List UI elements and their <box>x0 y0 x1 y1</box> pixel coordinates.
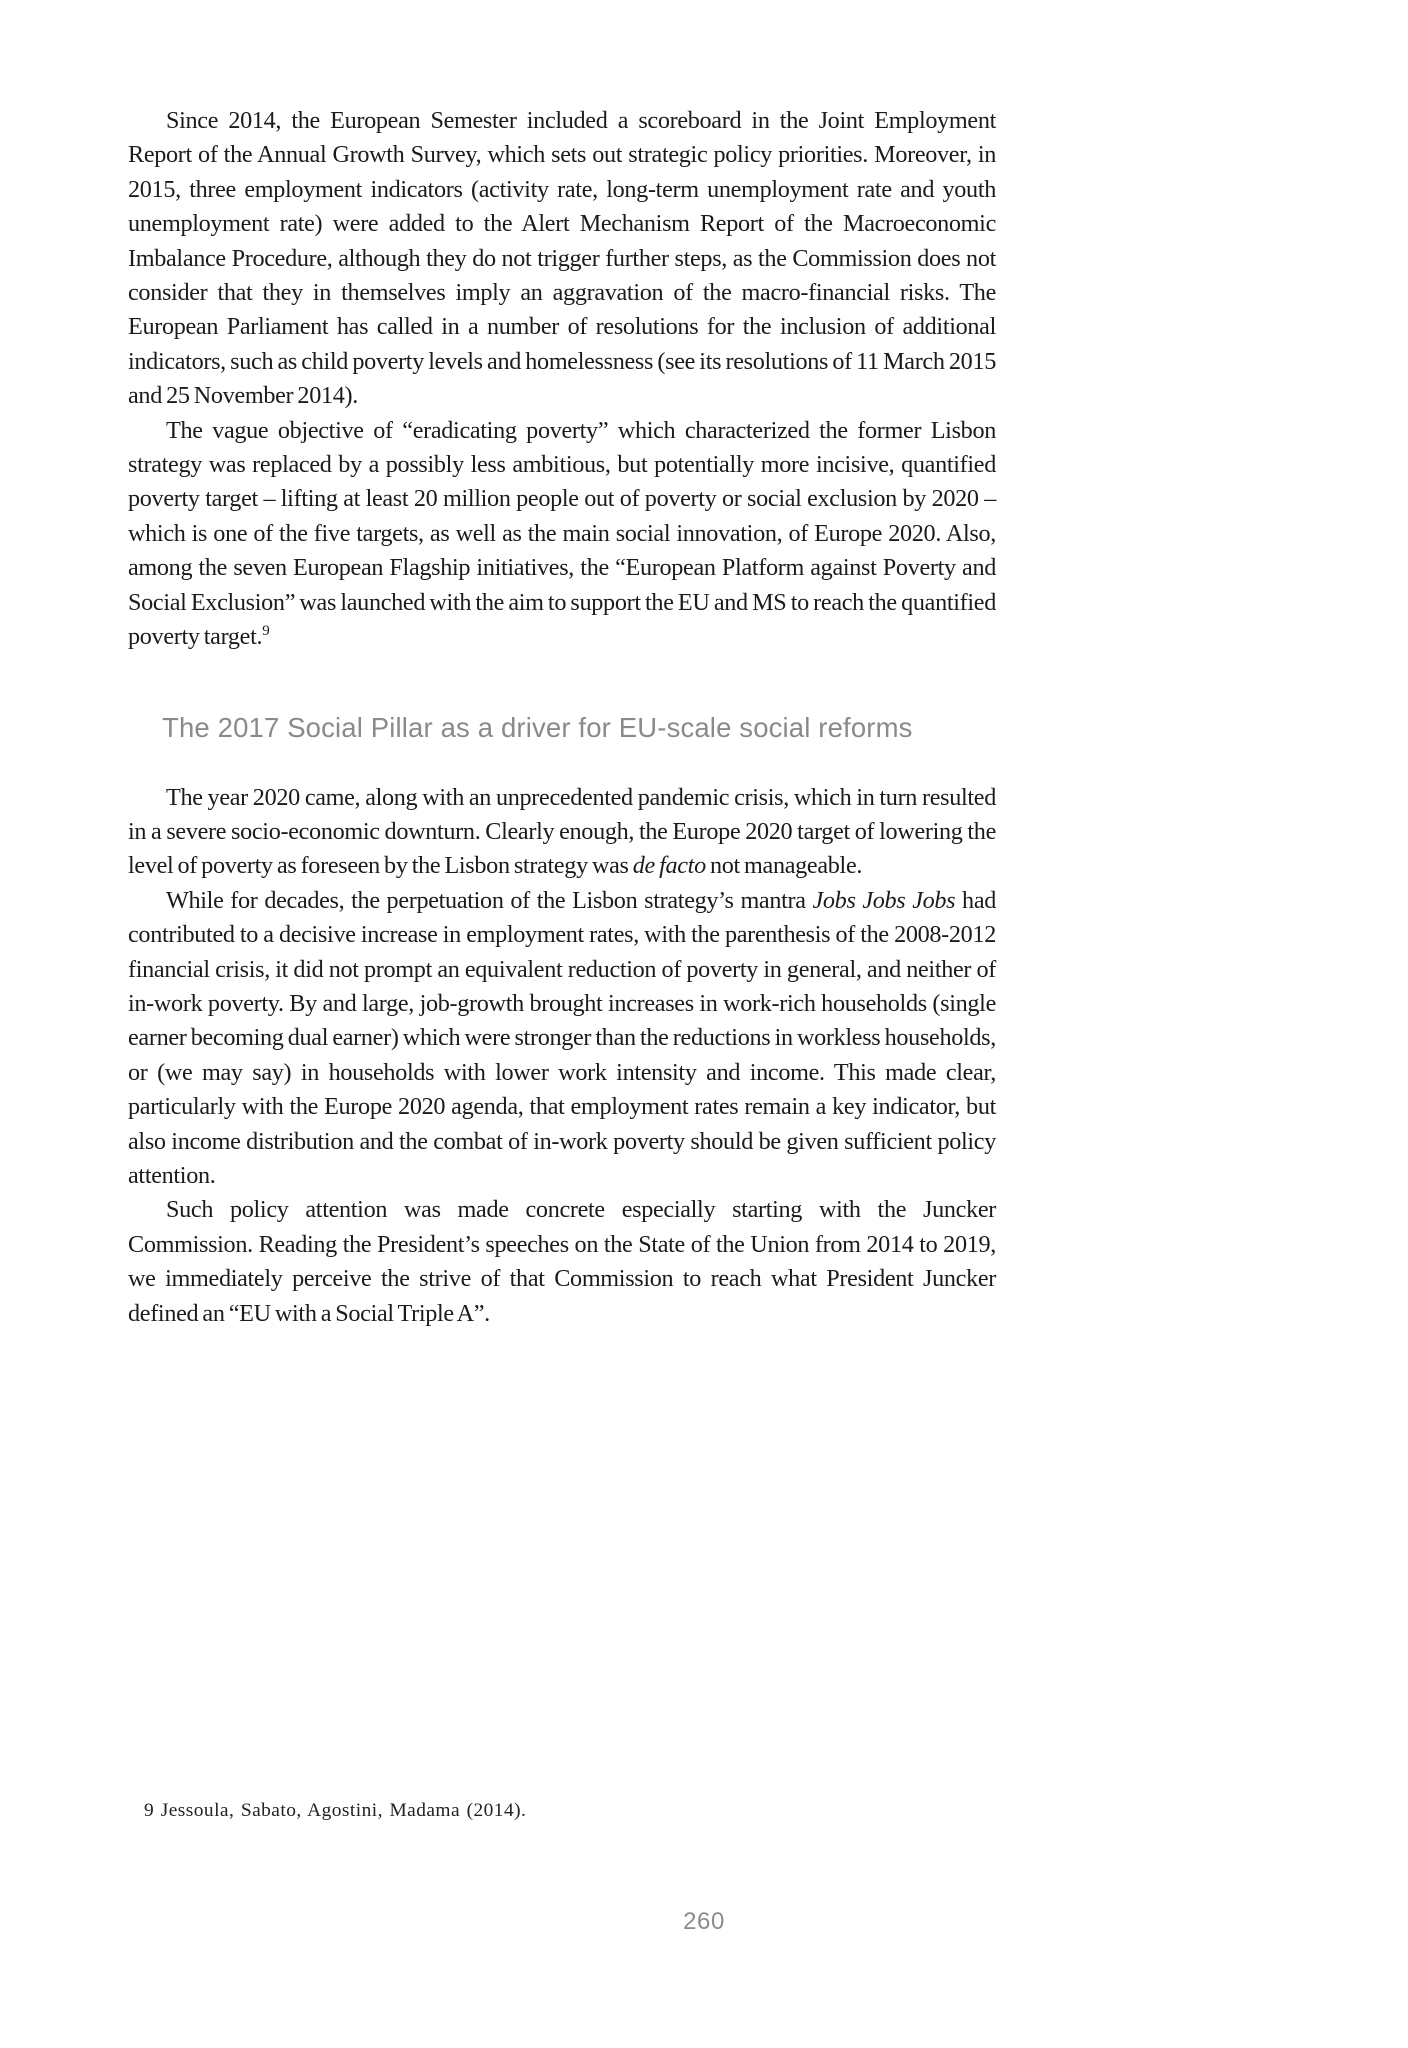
paragraph-lisbon-strategy-mantra <box>128 884 996 1194</box>
paragraph-3-text-b: not manageable. <box>705 852 863 880</box>
paragraph-4-italic-jobs-jobs-jobs: Jobs Jobs Jobs <box>812 886 956 914</box>
paragraph-3-italic-de-facto: de facto <box>632 852 706 880</box>
paragraph-juncker-commission-social-triple-a: Such policy attention was made concrete especially starting with the Juncker Commission. Reading the President’s speeches on the State of the Union from 2014 to 2019, we immediately perceive the strive of that Commission to reach what President Juncker defined an “EU with a Social Triple A”. <box>128 1196 996 1327</box>
paragraph-3-text-a: The year 2020 came, along with an unprecedented pandemic crisis, which in turn resulted in a severe socio-economic downturn. Clearly enough, the Europe 2020 target of lowering the level of poverty as foreseen by the Lisbon strategy was <box>128 783 996 880</box>
paragraph-european-semester-scoreboard: Since 2014, the European Semester included a scoreboard in the Joint Employment Report of the Annual Growth Survey, which sets out strategic policy priorities. Moreover, in 2015, three employment indicators (activity rate, long-term unemployment rate and youth unemployment rate) were added to the Alert Mechanism Report of the Macroeconomic Imbalance Procedure, although they do not trigger further steps, as the Commission does not consider that they in themselves imply an aggravation of the macro-financial risks. The European Parliament has called in a number of resolutions for the inclusion of additional indicators, such as child poverty levels and homelessness (see its resolutions of 11 March 2015 and 25 November 2014). <box>128 107 996 410</box>
section-heading-2017-social-pillar: The 2017 Social Pillar as a driver for EU-scale social reforms <box>162 711 913 743</box>
page-number: 260 <box>683 1908 725 1935</box>
footnote-reference-9[interactable]: 9 <box>262 623 270 640</box>
paragraph-year-2020-pandemic <box>128 781 996 884</box>
footnote-9-jessoula: 9 Jessoula, Sabato, Agostini, Madama (2014). <box>144 1800 527 1821</box>
paragraph-4-text-b: had contributed to a decisive increase in employment rates, with the parenthesis of the 2008-2012 financial crisis, it did not prompt an equivalent reduction of poverty in general, and neither of in-work poverty. By and large, job-growth brought increases in work-rich households (single earner becoming dual earner) which were stronger than the reductions in workless households, or (we may say) in households with lower work intensity and income. This made clear, particularly with the Europe 2020 agenda, that employment rates remain a key indicator, but also income distribution and the combat of in-work poverty should be given sufficient policy attention. <box>128 886 997 1189</box>
section-heading-block <box>128 711 996 745</box>
footnote-area <box>128 1798 996 1824</box>
paragraph-2-text: The vague objective of “eradicating poverty” which characterized the former Lisbon strategy was replaced by a possibly less ambitious, but potentially more incisive, quantified poverty target – lifting at least 20 million people out of poverty or social exclusion by 2020 – which is one of the five targets, as well as the main social innovation, of Europe 2020. Also, among the seven European Flagship initiatives, the “European Platform against Poverty and Social Exclusion” was launched with the aim to support the EU and MS to reach the quantified poverty target. <box>128 416 996 651</box>
page-content-column <box>128 104 996 1331</box>
paragraph-vague-objective-eradicating-poverty <box>128 414 996 655</box>
paragraph-4-text-a: While for decades, the perpetuation of the Lisbon strategy’s mantra <box>166 886 813 914</box>
